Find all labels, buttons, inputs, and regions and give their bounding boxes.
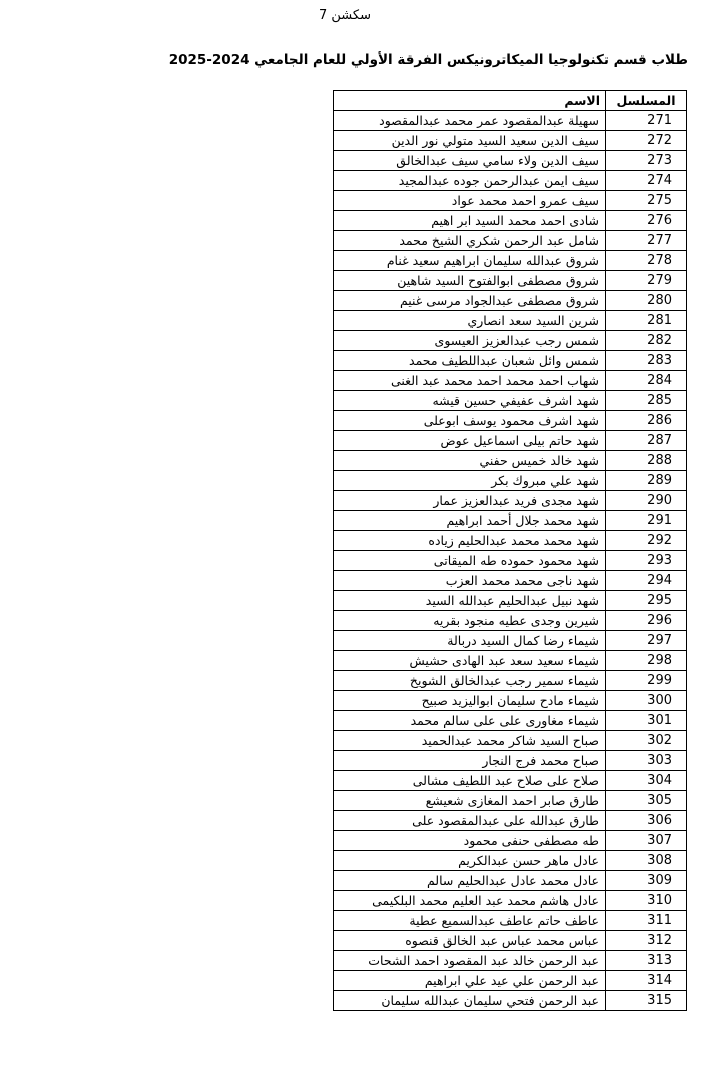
table-row	[334, 891, 687, 911]
student-name-cell: صلاح على صلاح عبد اللطيف مشالى	[334, 771, 606, 791]
serial-cell: 288	[606, 451, 687, 471]
table-row	[334, 911, 687, 931]
serial-cell: 306	[606, 811, 687, 831]
table-row	[334, 651, 687, 671]
serial-cell: 300	[606, 691, 687, 711]
table-row	[334, 691, 687, 711]
student-name-cell: شيرين وجدى عطيه منجود بقريه	[334, 611, 606, 631]
table-row	[334, 851, 687, 871]
student-name-cell: شهد ناجى محمد محمد العزب	[334, 571, 606, 591]
students-table	[333, 90, 687, 1011]
serial-cell: 283	[606, 351, 687, 371]
serial-cell: 286	[606, 411, 687, 431]
serial-cell: 274	[606, 171, 687, 191]
student-name-cell: شهد نبيل عبدالحليم عبدالله السيد	[334, 591, 606, 611]
table-row	[334, 111, 687, 131]
student-name-cell: عاطف حاتم عاطف عبدالسميع عطية	[334, 911, 606, 931]
serial-cell: 278	[606, 251, 687, 271]
student-name-cell: شهد اشرف محمود يوسف ابوعلى	[334, 411, 606, 431]
table-row	[334, 531, 687, 551]
student-name-cell: عادل هاشم محمد عبد العليم محمد البلكيمى	[334, 891, 606, 911]
table-row	[334, 271, 687, 291]
serial-cell: 293	[606, 551, 687, 571]
table-row	[334, 871, 687, 891]
serial-cell: 290	[606, 491, 687, 511]
student-name-cell: سيف الدين سعيد السيد متولي نور الدين	[334, 131, 606, 151]
student-name-cell: شهد مجدى فريد عبدالعزيز عمار	[334, 491, 606, 511]
student-name-cell: شهد علي مبروك بكر	[334, 471, 606, 491]
table-row	[334, 571, 687, 591]
table-header-row	[334, 91, 687, 111]
table-row	[334, 731, 687, 751]
table-row	[334, 751, 687, 771]
student-name-cell: سيف ايمن عبدالرحمن جوده عبدالمجيد	[334, 171, 606, 191]
student-name-cell: شيماء رضا كمال السيد دربالة	[334, 631, 606, 651]
table-row	[334, 831, 687, 851]
serial-cell: 295	[606, 591, 687, 611]
serial-cell: 273	[606, 151, 687, 171]
table-row	[334, 351, 687, 371]
serial-cell: 314	[606, 971, 687, 991]
serial-cell: 287	[606, 431, 687, 451]
serial-cell: 291	[606, 511, 687, 531]
page-title: طلاب قسم تكنولوجيا الميكاترونيكس الفرقة الأولي للعام الجامعي 2024-2025	[168, 52, 688, 68]
serial-cell: 282	[606, 331, 687, 351]
table-row	[334, 191, 687, 211]
student-name-cell: شروق عبدالله سليمان ابراهيم سعيد غنام	[334, 251, 606, 271]
serial-cell: 297	[606, 631, 687, 651]
table-row	[334, 631, 687, 651]
table-row	[334, 331, 687, 351]
student-name-cell: شهاب احمد محمد احمد محمد عبد الغنى	[334, 371, 606, 391]
table-row	[334, 951, 687, 971]
serial-cell: 308	[606, 851, 687, 871]
serial-cell: 294	[606, 571, 687, 591]
student-name-cell: شمس رجب عبدالعزيز العيسوى	[334, 331, 606, 351]
table-row	[334, 551, 687, 571]
table-body	[334, 111, 687, 1011]
student-name-cell: شادى احمد محمد السيد ابر اهيم	[334, 211, 606, 231]
serial-cell: 305	[606, 791, 687, 811]
table-row	[334, 671, 687, 691]
serial-cell: 313	[606, 951, 687, 971]
serial-cell: 299	[606, 671, 687, 691]
table-row	[334, 151, 687, 171]
table-row	[334, 291, 687, 311]
serial-cell: 296	[606, 611, 687, 631]
student-name-cell: شروق مصطفى عبدالجواد مرسى غنيم	[334, 291, 606, 311]
table-row	[334, 471, 687, 491]
serial-cell: 307	[606, 831, 687, 851]
student-name-cell: عادل ماهر حسن عبدالكريم	[334, 851, 606, 871]
student-name-cell: سيف عمرو احمد محمد عواد	[334, 191, 606, 211]
student-name-cell: طه مصطفى حنفى محمود	[334, 831, 606, 851]
table-row	[334, 771, 687, 791]
serial-cell: 309	[606, 871, 687, 891]
section-label: سكشن 7	[319, 8, 371, 23]
student-name-cell: عبد الرحمن فتحي سليمان عبدالله سليمان	[334, 991, 606, 1011]
student-name-cell: سيف الدين ولاء سامي سيف عبدالخالق	[334, 151, 606, 171]
serial-cell: 302	[606, 731, 687, 751]
table-row	[334, 711, 687, 731]
student-name-cell: شهد محمد جلال أحمد ابراهيم	[334, 511, 606, 531]
table-row	[334, 811, 687, 831]
table-row	[334, 171, 687, 191]
student-name-cell: شهد محمد محمد عبدالحليم زياده	[334, 531, 606, 551]
table-row	[334, 411, 687, 431]
student-name-cell: شهد محمود حموده طه الميقاتى	[334, 551, 606, 571]
table-row	[334, 511, 687, 531]
table-row	[334, 591, 687, 611]
serial-cell: 292	[606, 531, 687, 551]
student-name-cell: شروق مصطفى ابوالفتوح السيد شاهين	[334, 271, 606, 291]
student-name-cell: عبد الرحمن خالد عبد المقصود احمد الشحات	[334, 951, 606, 971]
table-row	[334, 391, 687, 411]
serial-cell: 289	[606, 471, 687, 491]
table-row	[334, 791, 687, 811]
student-name-cell: شهد حاتم بيلى اسماعيل عوض	[334, 431, 606, 451]
table-row	[334, 491, 687, 511]
student-name-cell: صباح محمد فرج النجار	[334, 751, 606, 771]
student-name-cell: شيماء مادح سليمان ابواليزيد صبيح	[334, 691, 606, 711]
table-row	[334, 251, 687, 271]
serial-cell: 312	[606, 931, 687, 951]
table-row	[334, 371, 687, 391]
table-row	[334, 991, 687, 1011]
serial-cell: 310	[606, 891, 687, 911]
table-row	[334, 931, 687, 951]
serial-cell: 281	[606, 311, 687, 331]
serial-cell: 303	[606, 751, 687, 771]
student-name-cell: شيماء مغاورى على على سالم محمد	[334, 711, 606, 731]
serial-cell: 284	[606, 371, 687, 391]
student-name-cell: شرين السيد سعد انصاري	[334, 311, 606, 331]
serial-cell: 304	[606, 771, 687, 791]
student-name-cell: سهيلة عبدالمقصود عمر محمد عبدالمقصود	[334, 111, 606, 131]
table-row	[334, 211, 687, 231]
table-row	[334, 131, 687, 151]
column-header-serial: المسلسل	[606, 91, 687, 111]
serial-cell: 315	[606, 991, 687, 1011]
student-name-cell: صباح السيد شاكر محمد عبدالحميد	[334, 731, 606, 751]
serial-cell: 280	[606, 291, 687, 311]
table-row	[334, 451, 687, 471]
table-row	[334, 431, 687, 451]
column-header-name: الاسم	[334, 91, 606, 111]
serial-cell: 298	[606, 651, 687, 671]
table-row	[334, 611, 687, 631]
table-row	[334, 311, 687, 331]
serial-cell: 277	[606, 231, 687, 251]
student-name-cell: عبد الرحمن علي عيد علي ابراهيم	[334, 971, 606, 991]
serial-cell: 272	[606, 131, 687, 151]
serial-cell: 285	[606, 391, 687, 411]
serial-cell: 301	[606, 711, 687, 731]
student-name-cell: شيماء سمير رجب عبدالخالق الشويخ	[334, 671, 606, 691]
table-row	[334, 231, 687, 251]
student-name-cell: طارق صابر احمد المغازى شعيشع	[334, 791, 606, 811]
student-name-cell: عباس محمد عباس عبد الخالق قنصوه	[334, 931, 606, 951]
serial-cell: 279	[606, 271, 687, 291]
serial-cell: 271	[606, 111, 687, 131]
student-name-cell: شيماء سعيد سعد عبد الهادى حشيش	[334, 651, 606, 671]
student-name-cell: عادل محمد عادل عبدالحليم سالم	[334, 871, 606, 891]
serial-cell: 275	[606, 191, 687, 211]
student-name-cell: طارق عبدالله على عبدالمقصود على	[334, 811, 606, 831]
serial-cell: 276	[606, 211, 687, 231]
serial-cell: 311	[606, 911, 687, 931]
student-name-cell: شهد اشرف عفيفي حسين قيشه	[334, 391, 606, 411]
student-name-cell: شهد خالد خميس حفني	[334, 451, 606, 471]
student-name-cell: شمس وائل شعبان عبداللطيف محمد	[334, 351, 606, 371]
table-row	[334, 971, 687, 991]
student-name-cell: شامل عبد الرحمن شكري الشيخ محمد	[334, 231, 606, 251]
